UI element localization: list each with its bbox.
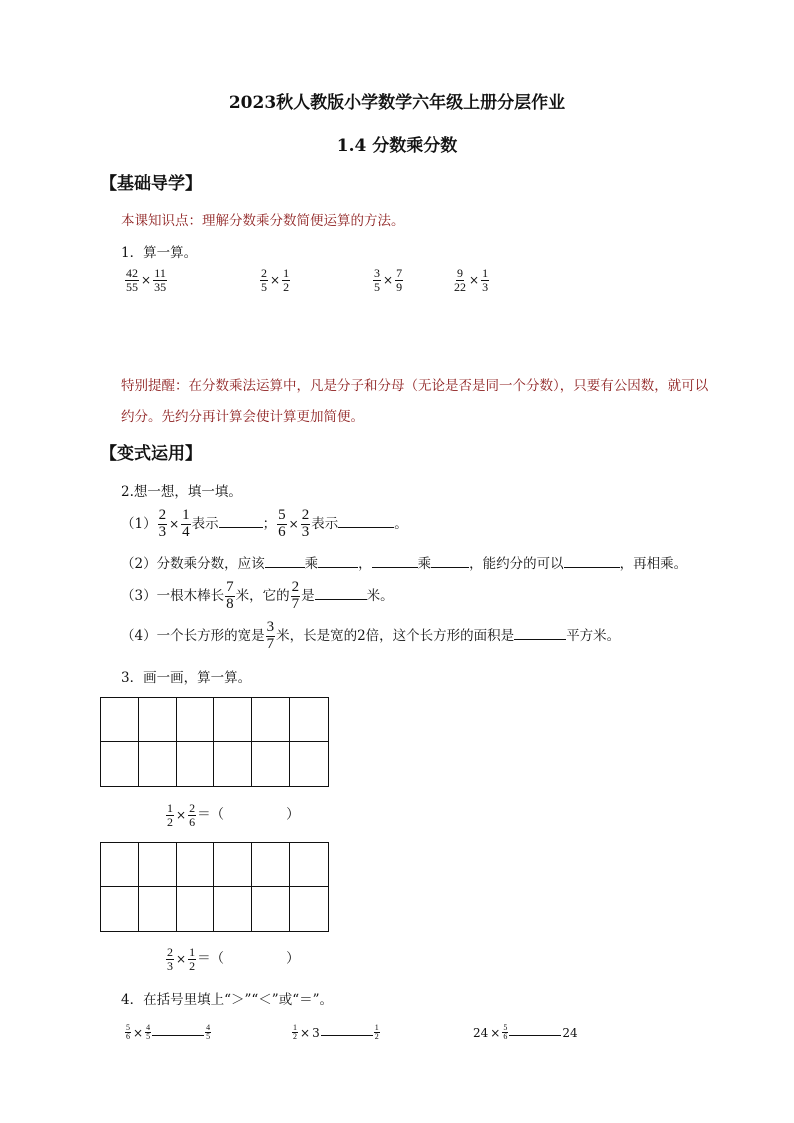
fraction: $\frac{5}{6}$ [278,507,286,540]
answer-blank[interactable] [514,627,566,640]
lesson-title: 1.4 分数乘分数 [336,136,458,156]
section-heading-variation: 【变式运用】 [100,444,202,464]
answer-blank[interactable] [152,1023,204,1036]
q2-item-4: （4）一个长方形的宽是 $\frac{3}{7}$ 米，长是宽的2倍，这个长方形的面积是 平方米。 [121,619,621,652]
answer-blank[interactable] [321,1023,373,1036]
fraction: $\frac{2}{7}$ [291,579,300,612]
fraction: $\frac{1}{2}$ [189,945,196,973]
q1-expression-2: $\frac{2}{5}$ × $\frac{1}{2}$ [261,266,290,294]
fraction: $\frac{7}{8}$ [226,579,234,612]
document-title: 2023秋人教版小学数学六年级上册分层作业 [228,93,566,113]
section-heading-basic: 【基础导学】 [100,174,202,194]
q4-comparison-3: 24 × $\frac{5}{6}$ 24 [473,1022,578,1041]
fraction: $\frac{2}{3}$ [158,507,167,540]
fraction: $\frac{5}{6}$ [126,1022,130,1041]
fraction: $\frac{4}{5}$ [206,1022,211,1041]
fraction: $\frac{1}{3}$ [482,266,489,294]
answer-blank[interactable] [509,1023,561,1036]
fraction: $\frac{4}{5}$ [146,1022,151,1041]
answer-blank[interactable] [318,555,358,568]
fraction: $\frac{3}{5}$ [374,266,380,294]
fraction: $\frac{2}{5}$ [261,266,267,294]
knowledge-point: 本课知识点：理解分数乘分数简便运算的方法。 [121,213,405,229]
fraction: $\frac{1}{2}$ [293,1022,297,1041]
question-3-label: 3．画一画，算一算。 [121,670,252,686]
q3-equation-2: $\frac{2}{3}$ × $\frac{1}{2}$ ＝（ ） [167,945,300,973]
answer-blank[interactable] [219,515,263,528]
q4-comparison-1: $\frac{5}{6}$ × $\frac{4}{5}$ $\frac{4}{5}$ [126,1022,211,1041]
question-4-label: 4．在括号里填上“＞”“＜”或“＝”。 [121,992,333,1008]
q4-comparison-2: $\frac{1}{2}$ × 3 $\frac{1}{2}$ [293,1022,379,1041]
q1-expression-1: $\frac{42}{55}$ × $\frac{11}{35}$ [126,266,167,294]
fraction: $\frac{7}{9}$ [396,266,403,294]
drawing-grid-2[interactable] [100,842,329,932]
q2-item-2: （2）分数乘分数，应该 乘 ， 乘 ，能约分的可以 ，再相乘。 [121,556,688,572]
fraction: $\frac{3}{7}$ [266,619,275,652]
tip-line-2: 约分。先约分再计算会使计算更加简便。 [121,409,364,425]
fraction: $\frac{2}{3}$ [301,507,310,540]
fraction: $\frac{42}{55}$ [126,266,138,294]
answer-blank[interactable] [431,555,469,568]
answer-blank[interactable] [564,555,620,568]
question-1-label: 1．算一算。 [121,245,198,261]
q1-expression-3: $\frac{3}{5}$ × $\frac{7}{9}$ [374,266,403,294]
question-2-label: 2.想一想，填一填。 [121,484,242,500]
q1-expression-4: $\frac{9}{22}$ × $\frac{1}{3}$ [454,266,489,294]
fraction: $\frac{1}{4}$ [182,507,190,540]
drawing-grid-1[interactable] [100,697,329,787]
fraction: $\frac{1}{2}$ [167,801,173,829]
q3-equation-1: $\frac{1}{2}$ × $\frac{2}{6}$ ＝（ ） [167,801,300,829]
q2-item-3: （3）一根木棒长 $\frac{7}{8}$ 米，它的 $\frac{2}{7}$ 是 米。 [121,579,394,612]
q2-item-1: （1） $\frac{2}{3}$ × $\frac{1}{4}$ 表示 ； $\frac{5}{6}$ × $\frac{2}{3}$ 表示 。 [121,507,408,540]
fraction: $\frac{2}{3}$ [167,945,173,973]
fraction: $\frac{1}{2}$ [283,266,290,294]
fraction: $\frac{1}{2}$ [374,1022,379,1041]
answer-blank[interactable] [338,515,394,528]
fraction: $\frac{9}{22}$ [454,266,466,294]
tip-line-1: 特别提醒：在分数乘法运算中，凡是分子和分母（无论是否是同一个分数），只要有公因数，就可以 [121,378,709,394]
answer-blank[interactable] [372,555,418,568]
fraction: $\frac{2}{6}$ [189,801,196,829]
answer-blank[interactable] [315,587,367,600]
answer-blank[interactable] [265,555,305,568]
fraction: $\frac{11}{35}$ [154,266,167,294]
fraction: $\frac{5}{6}$ [503,1022,508,1041]
